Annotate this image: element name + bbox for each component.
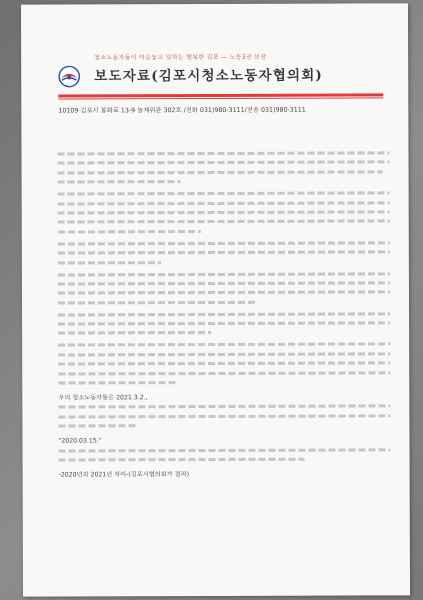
header-rule-thin bbox=[58, 97, 383, 99]
closing-signature: -2020년과 2021년 차이-(김포시협의회가 결과) bbox=[58, 471, 189, 479]
paragraph-item-3 bbox=[58, 272, 390, 304]
paragraph-item-5 bbox=[58, 343, 390, 385]
union-logo-icon bbox=[58, 65, 80, 87]
paragraph-item-2 bbox=[58, 241, 390, 264]
paragraph-item-1 bbox=[58, 192, 390, 234]
header-slogan: 청소노동자들이 마음놓고 일하는 행복한 김포 — 노동3권 보장 bbox=[94, 53, 267, 62]
press-release-page bbox=[21, 3, 410, 596]
item-6-lead-text: 우리 청소노동자들은 2021.3.2., bbox=[58, 394, 148, 402]
paragraph-closing bbox=[58, 436, 390, 462]
closing-date-text: "2020.03.15." bbox=[58, 437, 102, 445]
press-release-title: 보도자료(김포시청소노동자협의회) bbox=[94, 67, 324, 85]
body-text bbox=[57, 148, 390, 480]
paragraph-item-6 bbox=[58, 392, 390, 427]
paragraph-item-4 bbox=[58, 312, 390, 335]
paragraph-intro bbox=[57, 151, 389, 183]
contact-address: 10109 김포시 봉화로 13-9 놀제위관 302호 /전화 031)980-3111/전송 031)980-3111 bbox=[58, 106, 306, 115]
